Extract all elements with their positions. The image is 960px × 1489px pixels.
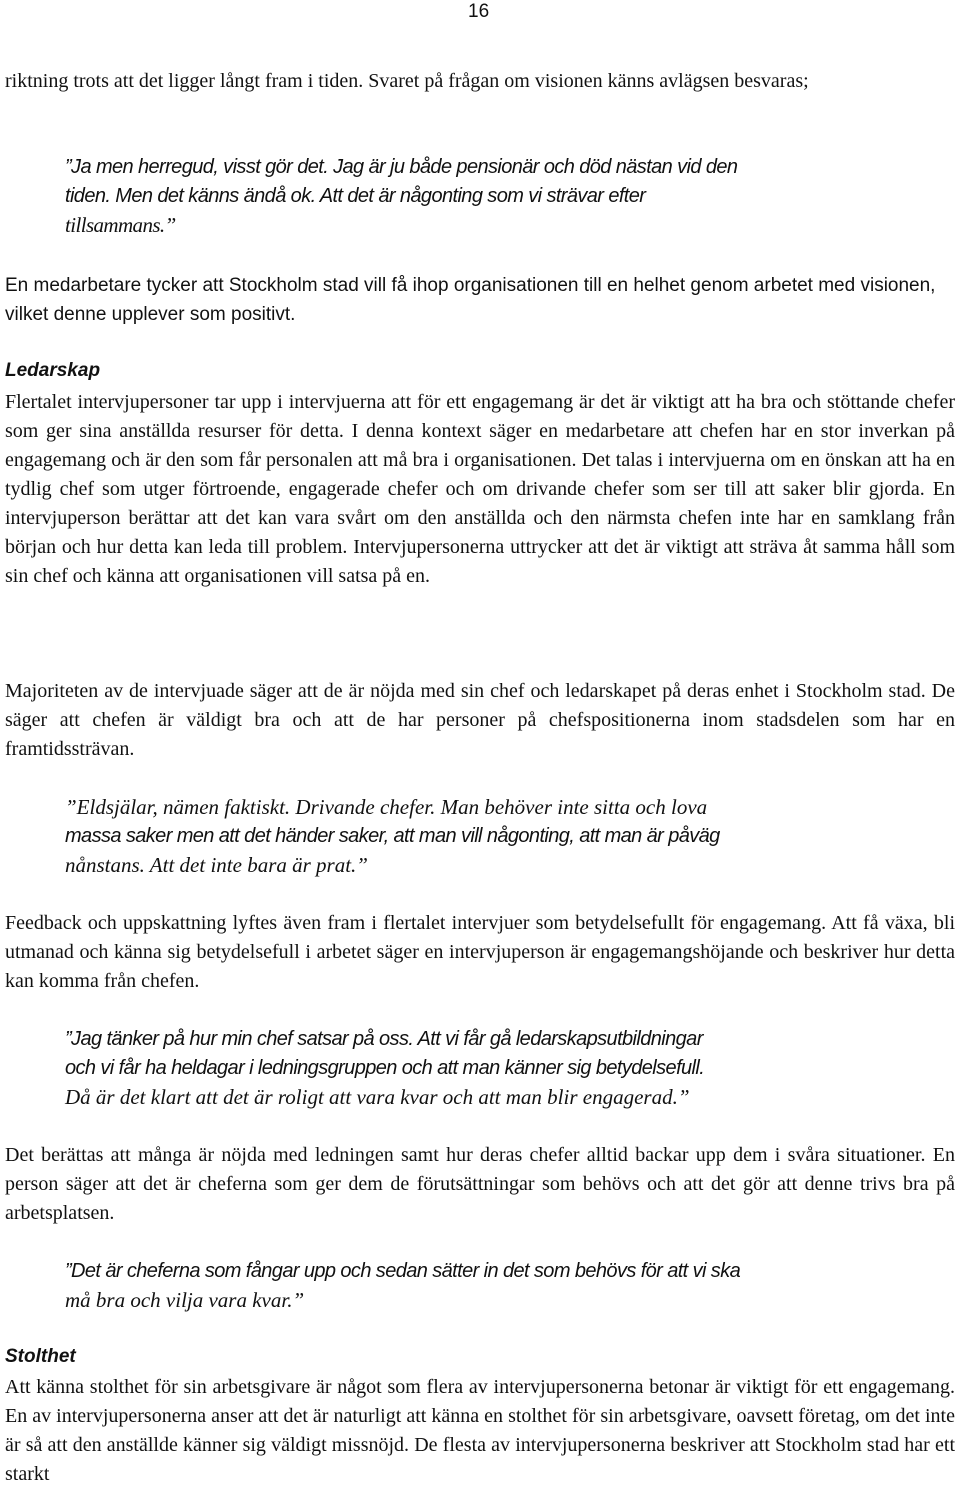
- quote-line: nånstans. Att det inte bara är prat.”: [65, 853, 368, 877]
- paragraph-vision-intro: riktning trots att det ligger långt fram i tiden. Svaret på frågan om visionen känns avlägsen besvaras;: [5, 70, 809, 92]
- quote-line: ”Eldsjälar, nämen faktiskt. Drivande chefer. Man behöver inte sitta och lova: [65, 795, 708, 819]
- quote-eldsjalar: [65, 793, 900, 880]
- paragraph-stolthet: Att känna stolthet för sin arbetsgivare är något som flera av intervjupersonerna betonar är viktigt för ett engagemang. En av intervjupersonerna anser att det är naturligt att känna en stolthet för sin arbetsgivare, oavsett företag, om det inte är så att den anställde känner sig väldigt missnöjd. De flesta av intervjupersonerna beskriver att Stockholm stad har ett starkt: [5, 1376, 955, 1485]
- quote-vision: [65, 153, 900, 240]
- quote-line: ”Det är cheferna som fångar upp och sedan sätter in det som behövs för att vi ska: [65, 1260, 741, 1282]
- quote-line: Då är det klart att det är roligt att vara kvar och att man blir engagerad.”: [65, 1085, 690, 1109]
- quote-line: ”Jag tänker på hur min chef satsar på oss. Att vi får gå ledarskapsutbildningar: [65, 1028, 703, 1050]
- quote-line: massa saker men att det händer saker, att man vill någonting, att man är påväg: [65, 825, 720, 847]
- page-number: 16: [468, 1, 490, 22]
- paragraph-ledningen: Det berättas att många är nöjda med ledningen samt hur deras chefer alltid backar upp dem i svåra situationer. En person säger att det är cheferna som ger dem de förutsättningar som behövs och att det gör att denne trivs bra på arbetsplatsen.: [5, 1144, 955, 1224]
- paragraph-feedback: Feedback och uppskattning lyftes även fram i flertalet intervjuer som betydelsefullt för engagemang. Att få växa, bli utmanad och känna sig betydelsefull i arbetet säger en intervjuperson är engagemangshöjande och beskriver hur detta kan komma från chefen.: [5, 912, 955, 992]
- paragraph-majoriteten: Majoriteten av de intervjuade säger att de är nöjda med sin chef och ledarskapet på deras enhet i Stockholm stad. De säger att chefen är väldigt bra och att de har personer på chefspositionerna inom stadsdelen som har en framtidssträvan.: [5, 680, 955, 760]
- quote-line: tiden. Men det känns ändå ok. Att det är någonting som vi strävar efter: [65, 185, 646, 207]
- quote-line: tillsammans.”: [65, 213, 176, 237]
- quote-cheferna: [65, 1257, 900, 1315]
- quote-line: ”Ja men herregud, visst gör det. Jag är ju både pensionär och död nästan vid den: [65, 156, 738, 178]
- quote-line: och vi får ha heldagar i ledningsgruppen och att man känner sig betydelsefull.: [65, 1057, 705, 1079]
- paragraph-stockholm-vision: En medarbetare tycker att Stockholm stad vill få ihop organisationen till en helhet genom arbetet med visionen, vilket denne upplever som positivt.: [5, 275, 936, 325]
- quote-line: må bra och vilja vara kvar.”: [65, 1288, 305, 1312]
- section-heading-stolthet: Stolthet: [5, 1346, 76, 1367]
- paragraph-ledarskap: Flertalet intervjupersoner tar upp i intervjuerna att för ett engagemang är det är viktigt att ha bra och stöttande chefer som ger sina anställda resurser för detta. I denna kontext säger en medarbetare att chefen har en stor inverkan på engagemang och är den som får personalen att må bra i organisationen. Det talas i intervjuerna om en önskan att ha en tydlig chef som utger förtroende, engagerade chefer och om drivande chefer som ser till att saker blir gjorda. En intervjuperson berättar att det kan vara svårt om den anställda och den närmsta chefen inte har en samklang från början och hur detta kan leda till problem. Intervjupersonerna uttrycker att det är viktigt att sträva åt samma håll som sin chef och känna att organisationen vill satsa på en.: [5, 391, 955, 587]
- quote-chef-satsar: [65, 1025, 900, 1112]
- section-heading-ledarskap: Ledarskap: [5, 360, 101, 381]
